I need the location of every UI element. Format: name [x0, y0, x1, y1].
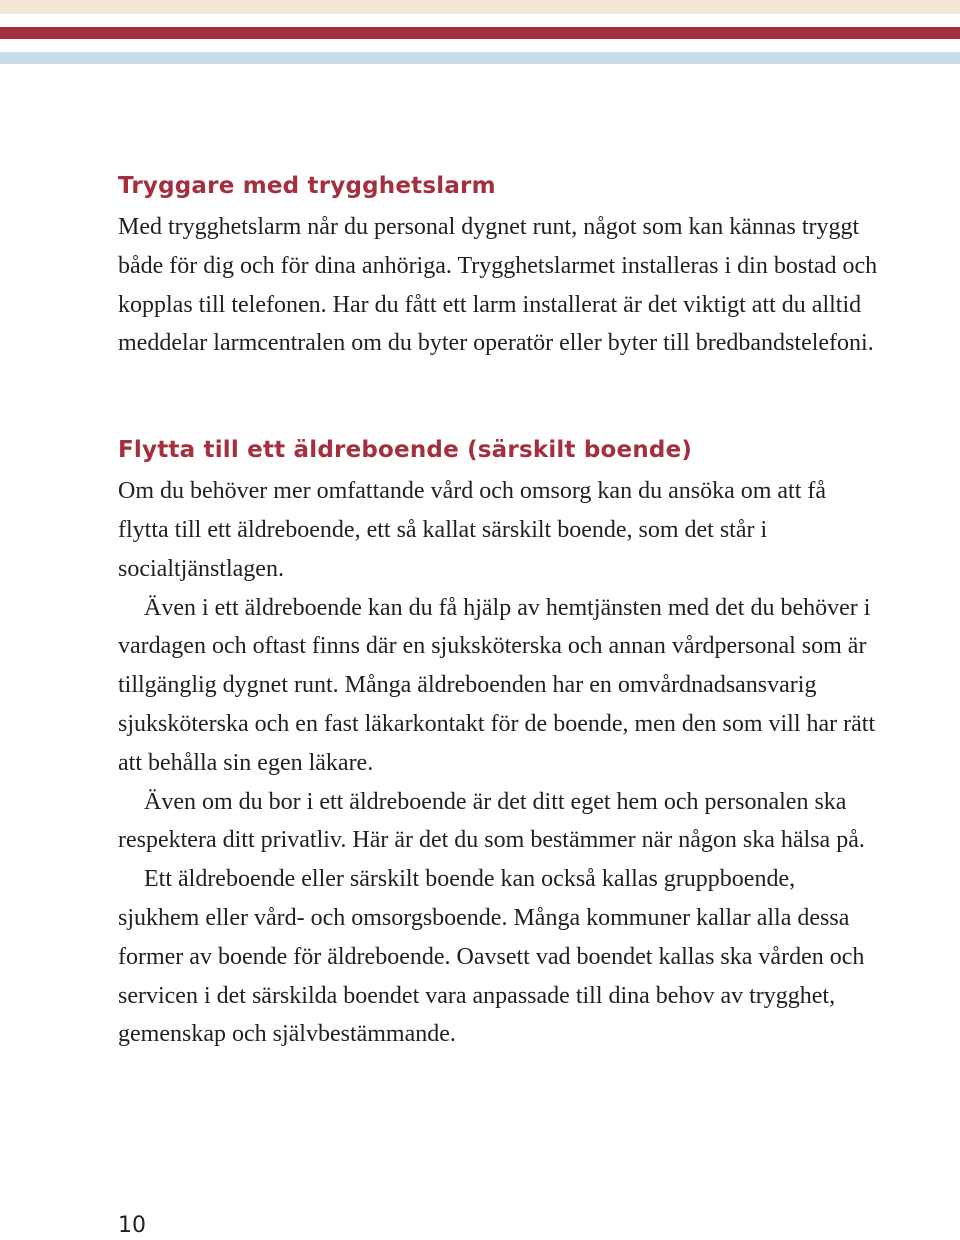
section-heading: Flytta till ett äldreboende (särskilt boende) [118, 437, 693, 464]
section-heading: Tryggare med trygghetslarm [118, 173, 496, 199]
body-paragraph: Om du behöver mer omfattande vård och omsorg kan du ansöka om att få flytta till ett äldreboende, ett så kallat särskilt boende, som det står i socialtjänstlagen. [118, 478, 827, 582]
body-paragraph: Med trygghetslarm når du personal dygnet runt, något som kan kännas tryggt både för dig och för dina anhöriga. Trygghetslarmet installeras i din bostad och kopplas till telefonen. Har du fått ett larm installerat är det viktigt att du alltid meddelar larmcentralen om du byter operatör eller byter till bredbandstelefoni. [118, 214, 878, 357]
header-stripe-red [0, 27, 960, 39]
page-content [118, 168, 878, 1054]
body-paragraph: Ett äldreboende eller särskilt boende kan också kallas gruppboende, sjukhem eller vård- och omsorgsboende. Många kommuner kallar alla dessa former av boende för äldreboende. Oavsett vad boendet kallas ska vården och servicen i det särskilda boendet vara anpassade till dina behov av trygghet, gemenskap och självbestämmande. [118, 866, 865, 1048]
header-stripe-blue [0, 52, 960, 64]
header-stripe-cream [0, 0, 960, 14]
body-paragraph: Även om du bor i ett äldreboende är det ditt eget hem och personalen ska respektera ditt privatliv. Här är det du som bestämmer när någon ska hälsa på. [118, 788, 865, 854]
section-aldreboende [118, 432, 878, 1054]
page-number: 10 [118, 1213, 146, 1238]
body-paragraph: Även i ett äldreboende kan du få hjälp av hemtjänsten med det du behöver i vardagen och oftast finns där en sjuksköterska och annan vårdpersonal som är tillgänglig dygnet runt. Många äldreboenden har en omvårdnadsansvarig sjuksköterska och en fast läkarkontakt för de boende, men den som vill har rätt att behålla sin egen läkare. [118, 594, 876, 776]
section-trygghetslarm [118, 168, 878, 363]
